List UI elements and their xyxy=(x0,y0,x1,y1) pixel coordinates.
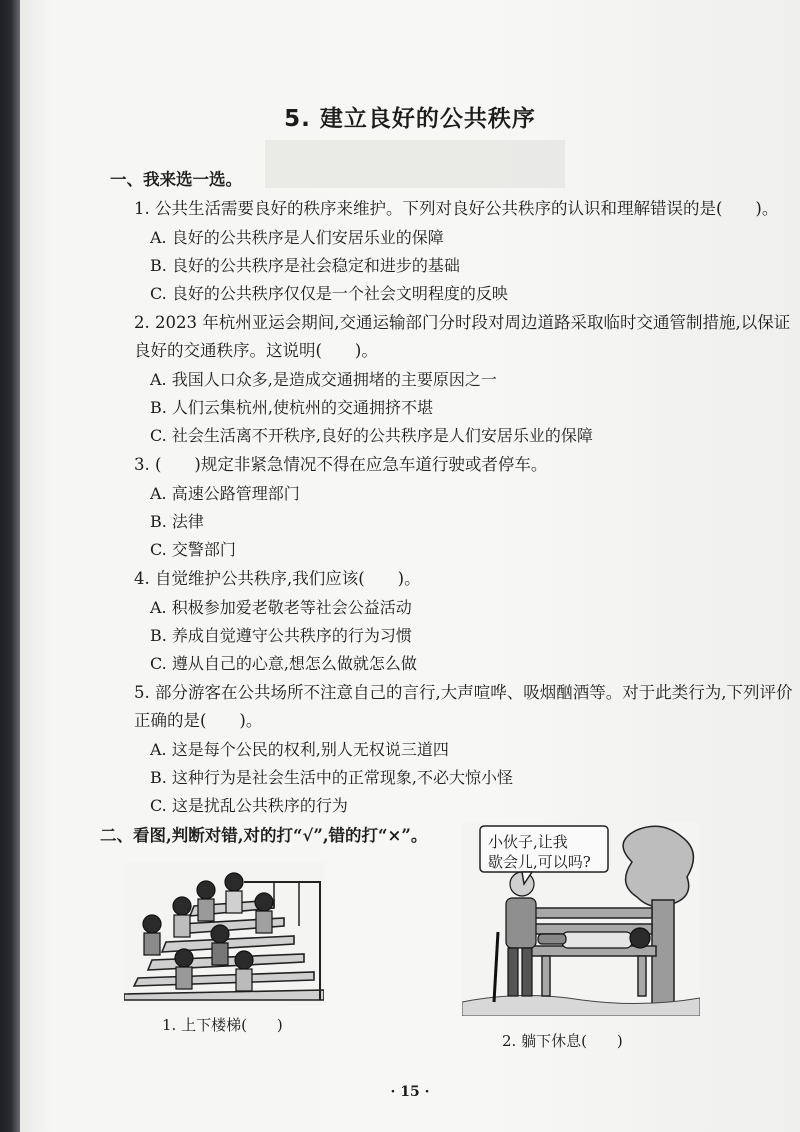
question-2-option-b: B. 人们云集杭州,使杭州的交通拥挤不堪 xyxy=(150,398,434,417)
section1-heading: 一、我来选一选。 xyxy=(110,170,242,189)
question-4-stem: 4. 自觉维护公共秩序,我们应该( )。 xyxy=(134,569,421,588)
question-2-option-c: C. 社会生活离不开秩序,良好的公共秩序是人们安居乐业的保障 xyxy=(150,426,593,445)
question-1-option-c: C. 良好的公共秩序仅仅是一个社会文明程度的反映 xyxy=(150,284,508,303)
bench-illustration xyxy=(462,822,700,1016)
question-3-option-b: B. 法律 xyxy=(150,512,204,531)
question-3-option-a: A. 高速公路管理部门 xyxy=(150,484,300,503)
question-4-option-a: A. 积极参加爱老敬老等社会公益活动 xyxy=(150,598,412,617)
question-4-option-b: B. 养成自觉遵守公共秩序的行为习惯 xyxy=(150,626,412,645)
question-1-option-a: A. 良好的公共秩序是人们安居乐业的保障 xyxy=(150,228,444,247)
question-5-stem-cont: 正确的是( )。 xyxy=(134,711,263,730)
question-1-option-b: B. 良好的公共秩序是社会稳定和进步的基础 xyxy=(150,256,460,275)
stairs-illustration xyxy=(124,862,324,1006)
bleed-through-image xyxy=(265,140,565,188)
figure-1-caption: 1. 上下楼梯( ) xyxy=(162,1016,283,1034)
question-3-option-c: C. 交警部门 xyxy=(150,540,236,559)
binder-edge xyxy=(0,0,20,1132)
question-5-stem: 5. 部分游客在公共场所不注意自己的言行,大声喧哗、吸烟酗酒等。对于此类行为,下列评价 xyxy=(134,683,793,702)
stairs-drawing xyxy=(124,862,324,1006)
question-2-stem-cont: 良好的交通秩序。这说明( )。 xyxy=(134,341,378,360)
question-2-stem: 2. 2023 年杭州亚运会期间,交通运输部门分时段对周边道路采取临时交通管制措施,以保证 xyxy=(134,313,791,332)
question-5-option-b: B. 这种行为是社会生活中的正常现象,不必大惊小怪 xyxy=(150,768,514,787)
question-4-option-c: C. 遵从自己的心意,想怎么做就怎么做 xyxy=(150,654,417,673)
speech-bubble-line-1: 小伙子,让我 xyxy=(488,833,568,851)
question-5-option-a: A. 这是每个公民的权利,别人无权说三道四 xyxy=(150,740,449,759)
question-2-option-a: A. 我国人口众多,是造成交通拥堵的主要原因之一 xyxy=(150,370,497,389)
worksheet-page xyxy=(20,0,800,1132)
question-5-option-c: C. 这是扰乱公共秩序的行为 xyxy=(150,796,348,815)
speech-bubble-line-2: 歇会儿,可以吗? xyxy=(488,853,591,871)
figure-2-caption: 2. 躺下休息( ) xyxy=(502,1032,623,1050)
page-number: · 15 · xyxy=(390,1084,430,1100)
question-3-stem: 3. ( )规定非紧急情况不得在应急车道行驶或者停车。 xyxy=(134,455,548,474)
page-title: 5. 建立良好的公共秩序 xyxy=(284,106,536,132)
question-1-stem: 1. 公共生活需要良好的秩序来维护。下列对良好公共秩序的认识和理解错误的是( )。 xyxy=(134,199,779,218)
section2-heading: 二、看图,判断对错,对的打“√”,错的打“×”。 xyxy=(100,826,428,845)
